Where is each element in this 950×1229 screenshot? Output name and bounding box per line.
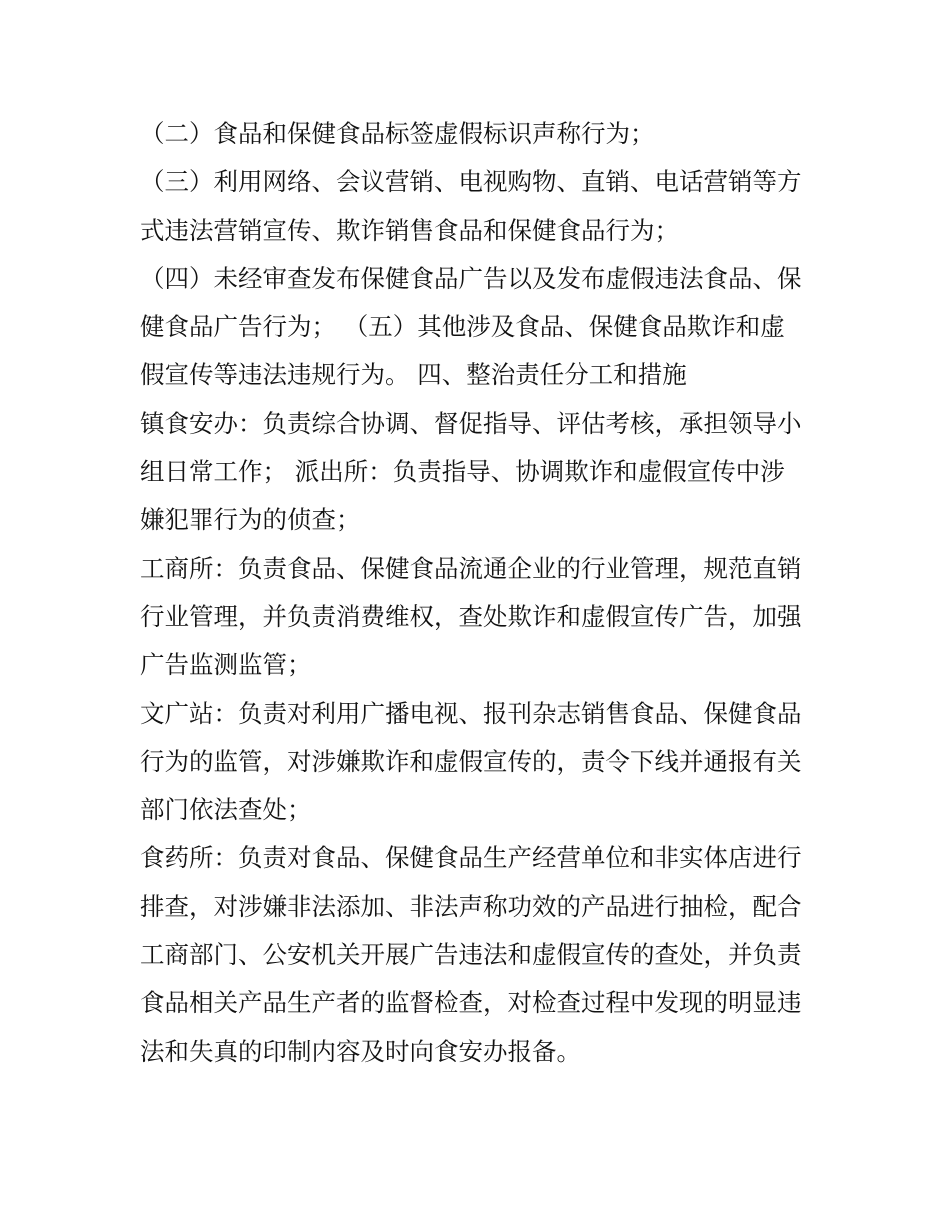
text-line: 组日常工作； 派出所：负责指导、协调欺诈和虚假宣传中涉 xyxy=(140,457,785,487)
text-line: 嫌犯罪行为的侦查； xyxy=(140,505,361,535)
text-line: 行为的监管，对涉嫌欺诈和虚假宣传的，责令下线并通报有关 xyxy=(140,746,802,776)
text-line: 健食品广告行为； （五）其他涉及食品、保健食品欺诈和虚 xyxy=(140,312,785,342)
text-line: 文广站：负责对利用广播电视、报刊杂志销售食品、保健食品 xyxy=(140,698,802,728)
text-line: 式违法营销宣传、欺诈销售食品和保健食品行为； xyxy=(140,215,679,245)
text-line: （二）食品和保健食品标签虚假标识声称行为； xyxy=(140,119,655,148)
text-line: 镇食安办：负责综合协调、督促指导、评估考核，承担领导小 xyxy=(140,408,802,438)
text-line: 假宣传等违法违规行为。 四、整治责任分工和措施 xyxy=(140,360,687,390)
text-line: 工商所：负责食品、保健食品流通企业的行业管理，规范直销 xyxy=(140,553,802,583)
text-line: 部门依法查处； xyxy=(140,795,312,825)
text-line: （四）未经审查发布保健食品广告以及发布虚假违法食品、保 xyxy=(140,263,802,293)
text-line: 排查，对涉嫌非法添加、非法声称功效的产品进行抽检，配合 xyxy=(140,891,802,921)
text-line: 工商部门、公安机关开展广告违法和虚假宣传的查处，并负责 xyxy=(140,940,802,970)
text-line: 广告监测监管； xyxy=(140,650,312,680)
text-line: 食品相关产品生产者的监督检查，对检查过程中发现的明显违 xyxy=(140,988,802,1018)
text-line: 食药所：负责对食品、保健食品生产经营单位和非实体店进行 xyxy=(140,843,802,873)
text-line: 法和失真的印制内容及时向食安办报备。 xyxy=(140,1036,581,1066)
text-line: 行业管理，并负责消费维权，查处欺诈和虚假宣传广告，加强 xyxy=(140,601,802,631)
document-body xyxy=(140,110,820,1076)
text-line: （三）利用网络、会议营销、电视购物、直销、电话营销等方 xyxy=(140,167,802,197)
